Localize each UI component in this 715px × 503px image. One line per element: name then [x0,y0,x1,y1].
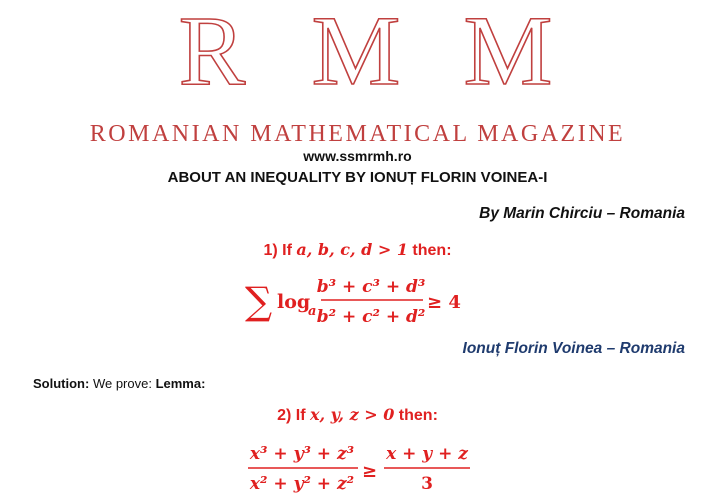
problem1-formula [245,270,485,334]
log-operator: log [277,291,311,313]
problem2-suffix: then: [394,407,438,424]
problem2-formula [246,437,476,495]
author-line: By Marin Chirciu – Romania [479,205,685,222]
problem1-numerator: b³ + c³ + d³ [316,277,426,297]
magazine-name: ROMANIAN MATHEMATICAL MAGAZINE [89,121,626,147]
lemma-rhs-denominator: 3 [421,474,433,494]
problem2-statement [0,405,715,425]
problem2-condition: x, y, z > 0 [309,405,395,424]
problem1-denominator: b² + c² + d² [316,307,426,327]
article-title: ABOUT AN INEQUALITY BY IONUȚ FLORIN VOINEA-I [167,169,548,186]
website-link[interactable]: www.ssmrmh.ro [303,148,412,164]
problem2-prefix: 2) If [277,407,310,424]
problem-attribution: Ionuț Florin Voinea – Romania [462,340,685,357]
log-base: a [308,304,317,319]
problem1-prefix: 1) If [263,242,297,259]
lemma-rhs-numerator: x + y + z [386,444,468,464]
solution-line [33,376,205,391]
solution-label: Solution: [33,376,90,391]
problem1-statement [0,240,715,260]
lemma-label: Lemma: [155,376,206,391]
rmm-logo [0,0,715,92]
sum-symbol: ∑ [245,279,273,323]
logo-letter-m2: M [463,0,553,92]
lemma-lhs-denominator: x² + y² + z² [249,474,355,494]
lemma-lhs-numerator: x³ + y³ + z³ [249,444,355,464]
lemma-relation: ≥ [362,461,378,482]
logo-letter-m1: M [311,0,401,92]
logo-letter-r: R [178,0,246,92]
problem1-suffix: then: [407,242,452,259]
problem1-condition: a, b, c, d > 1 [296,240,408,259]
solution-text: We prove: [89,376,156,391]
problem1-relation: ≥ 4 [427,292,461,313]
